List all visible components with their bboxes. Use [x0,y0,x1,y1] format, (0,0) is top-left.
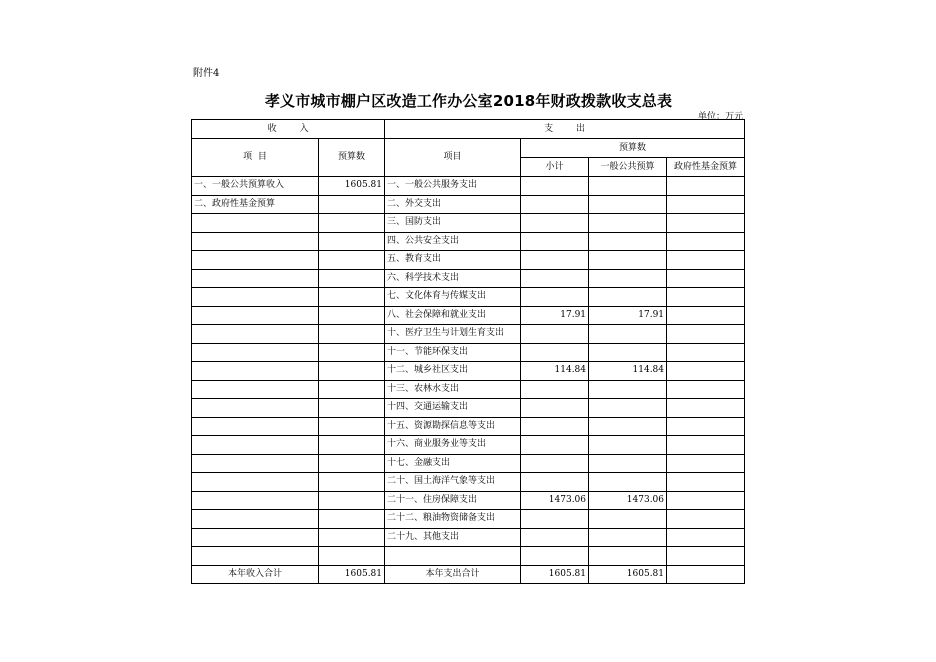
income-item-cell [192,547,319,566]
expense-item-cell: 二十九、其他支出 [385,528,521,547]
subtotal-cell [521,343,589,362]
income-item-cell [192,380,319,399]
gov-fund-cell [667,195,745,214]
expense-header: 支 出 [385,120,745,139]
income-item-cell [192,362,319,381]
income-value-cell [319,269,385,288]
income-value-cell [319,380,385,399]
income-header: 收 入 [192,120,385,139]
gov-fund-cell [667,269,745,288]
subtotal-cell [521,454,589,473]
general-budget-cell [589,232,667,251]
subtotal-cell [521,547,589,566]
income-item-cell [192,288,319,307]
income-item-cell [192,473,319,492]
income-value-cell [319,510,385,529]
subtotal-cell [521,269,589,288]
general-budget-cell [589,251,667,270]
income-item-cell [192,343,319,362]
subtotal-cell: 114.84 [521,362,589,381]
income-item-cell [192,232,319,251]
income-value-cell [319,417,385,436]
subtotal-cell [521,473,589,492]
gov-fund-cell [667,214,745,233]
income-value-cell [319,195,385,214]
expense-item-cell: 二十、国土海洋气象等支出 [385,473,521,492]
income-value-cell [319,547,385,566]
subtotal-cell: 17.91 [521,306,589,325]
gov-fund-cell [667,399,745,418]
general-budget-header: 一般公共预算 [589,158,667,177]
income-item-cell [192,251,319,270]
expense-item-cell: 三、国防支出 [385,214,521,233]
gov-fund-cell [667,417,745,436]
gov-fund-cell [667,232,745,251]
expense-item-cell: 四、公共安全支出 [385,232,521,251]
general-budget-cell [589,214,667,233]
gov-fund-cell [667,325,745,344]
table-row [192,491,745,510]
expense-item-cell: 一、一般公共服务支出 [385,177,521,196]
gov-fund-cell [667,177,745,196]
table-row [192,380,745,399]
table-row [192,306,745,325]
income-item-cell [192,306,319,325]
expense-item-cell: 二十一、住房保障支出 [385,491,521,510]
subtotal-cell [521,399,589,418]
table-row [192,547,745,566]
table-row [192,473,745,492]
table-row [192,510,745,529]
expense-total-label: 本年支出合计 [385,565,521,584]
subtotal-cell [521,195,589,214]
unit-label: 单位：万元 [697,112,743,122]
subtotal-cell [521,288,589,307]
subtotal-cell [521,214,589,233]
subtotal-total-value: 1605.81 [521,565,589,584]
general-budget-cell [589,510,667,529]
subtotal-cell: 1473.06 [521,491,589,510]
general-budget-cell [589,269,667,288]
income-item-cell: 二、政府性基金预算 [192,195,319,214]
subtotal-cell [521,232,589,251]
table-row [192,343,745,362]
income-value-cell [319,288,385,307]
gov-fund-total-value [667,565,745,584]
expense-item-cell: 十四、交通运输支出 [385,399,521,418]
expense-item-cell: 八、社会保障和就业支出 [385,306,521,325]
expense-item-cell: 二、外交支出 [385,195,521,214]
gov-fund-cell [667,251,745,270]
income-item-header: 项 目 [192,139,319,177]
income-value-cell [319,325,385,344]
table-row [192,195,745,214]
income-budget-header: 预算数 [319,139,385,177]
income-item-cell [192,325,319,344]
header-row-1 [192,120,745,139]
income-item-cell [192,417,319,436]
general-budget-cell [589,343,667,362]
subtotal-cell [521,251,589,270]
income-item-cell [192,399,319,418]
gov-fund-cell [667,380,745,399]
subtotal-cell [521,417,589,436]
expense-item-cell [385,547,521,566]
income-item-cell [192,214,319,233]
general-budget-cell [589,417,667,436]
general-budget-cell [589,325,667,344]
table-row [192,251,745,270]
gov-fund-cell [667,343,745,362]
expense-item-header: 项目 [385,139,521,177]
subtotal-cell [521,510,589,529]
header-row-2 [192,139,745,158]
subtotal-cell [521,325,589,344]
gov-fund-cell [667,454,745,473]
gov-fund-cell [667,288,745,307]
income-item-cell [192,510,319,529]
expense-item-cell: 十五、资源勘探信息等支出 [385,417,521,436]
general-budget-cell [589,288,667,307]
table-row [192,288,745,307]
expense-item-cell: 五、教育支出 [385,251,521,270]
general-total-value: 1605.81 [589,565,667,584]
subtotal-cell [521,380,589,399]
gov-fund-cell [667,436,745,455]
general-budget-cell [589,473,667,492]
expense-item-cell: 十六、商业服务业等支出 [385,436,521,455]
subtotal-cell [521,528,589,547]
general-budget-cell: 114.84 [589,362,667,381]
income-value-cell [319,473,385,492]
attachment-label: 附件4 [193,68,220,79]
income-item-cell [192,491,319,510]
expense-item-cell: 七、文化体育与传媒支出 [385,288,521,307]
gov-fund-cell [667,362,745,381]
table-row [192,177,745,196]
subtotal-cell [521,436,589,455]
expense-item-cell: 二十二、粮油物资储备支出 [385,510,521,529]
general-budget-cell [589,177,667,196]
subtotal-cell [521,177,589,196]
general-budget-cell [589,380,667,399]
general-budget-cell: 1473.06 [589,491,667,510]
table-row [192,214,745,233]
income-value-cell [319,436,385,455]
income-value-cell [319,306,385,325]
general-budget-cell [589,454,667,473]
income-value-cell: 1605.81 [319,177,385,196]
table-row [192,417,745,436]
table-row [192,232,745,251]
budget-table [191,119,745,584]
expense-item-cell: 十、医疗卫生与计划生育支出 [385,325,521,344]
income-value-cell [319,491,385,510]
income-value-cell [319,362,385,381]
general-budget-cell [589,547,667,566]
income-total-value: 1605.81 [319,565,385,584]
income-value-cell [319,528,385,547]
income-item-cell [192,269,319,288]
income-total-label: 本年收入合计 [192,565,319,584]
income-value-cell [319,454,385,473]
gov-fund-cell [667,547,745,566]
income-item-cell [192,436,319,455]
gov-fund-cell [667,528,745,547]
income-value-cell [319,399,385,418]
gov-fund-header: 政府性基金预算 [667,158,745,177]
table-row [192,325,745,344]
gov-fund-cell [667,491,745,510]
table-row [192,454,745,473]
subtotal-header: 小计 [521,158,589,177]
gov-fund-cell [667,473,745,492]
table-row [192,436,745,455]
income-item-cell [192,528,319,547]
income-value-cell [319,343,385,362]
general-budget-cell [589,436,667,455]
expense-item-cell: 六、科学技术支出 [385,269,521,288]
income-item-cell: 一、一般公共预算收入 [192,177,319,196]
budget-group-header: 预算数 [521,139,745,158]
income-value-cell [319,232,385,251]
expense-item-cell: 十三、农林水支出 [385,380,521,399]
table-row [192,399,745,418]
general-budget-cell [589,528,667,547]
income-value-cell [319,251,385,270]
general-budget-cell [589,195,667,214]
gov-fund-cell [667,306,745,325]
expense-item-cell: 十七、金融支出 [385,454,521,473]
general-budget-cell [589,399,667,418]
table-row [192,362,745,381]
table-row [192,528,745,547]
general-budget-cell: 17.91 [589,306,667,325]
gov-fund-cell [667,510,745,529]
expense-item-cell: 十二、城乡社区支出 [385,362,521,381]
expense-item-cell: 十一、节能环保支出 [385,343,521,362]
page-title: 孝义市城市棚户区改造工作办公室2018年财政拨款收支总表 [264,92,673,110]
table-row [192,269,745,288]
income-item-cell [192,454,319,473]
income-value-cell [319,214,385,233]
totals-row [192,565,745,584]
